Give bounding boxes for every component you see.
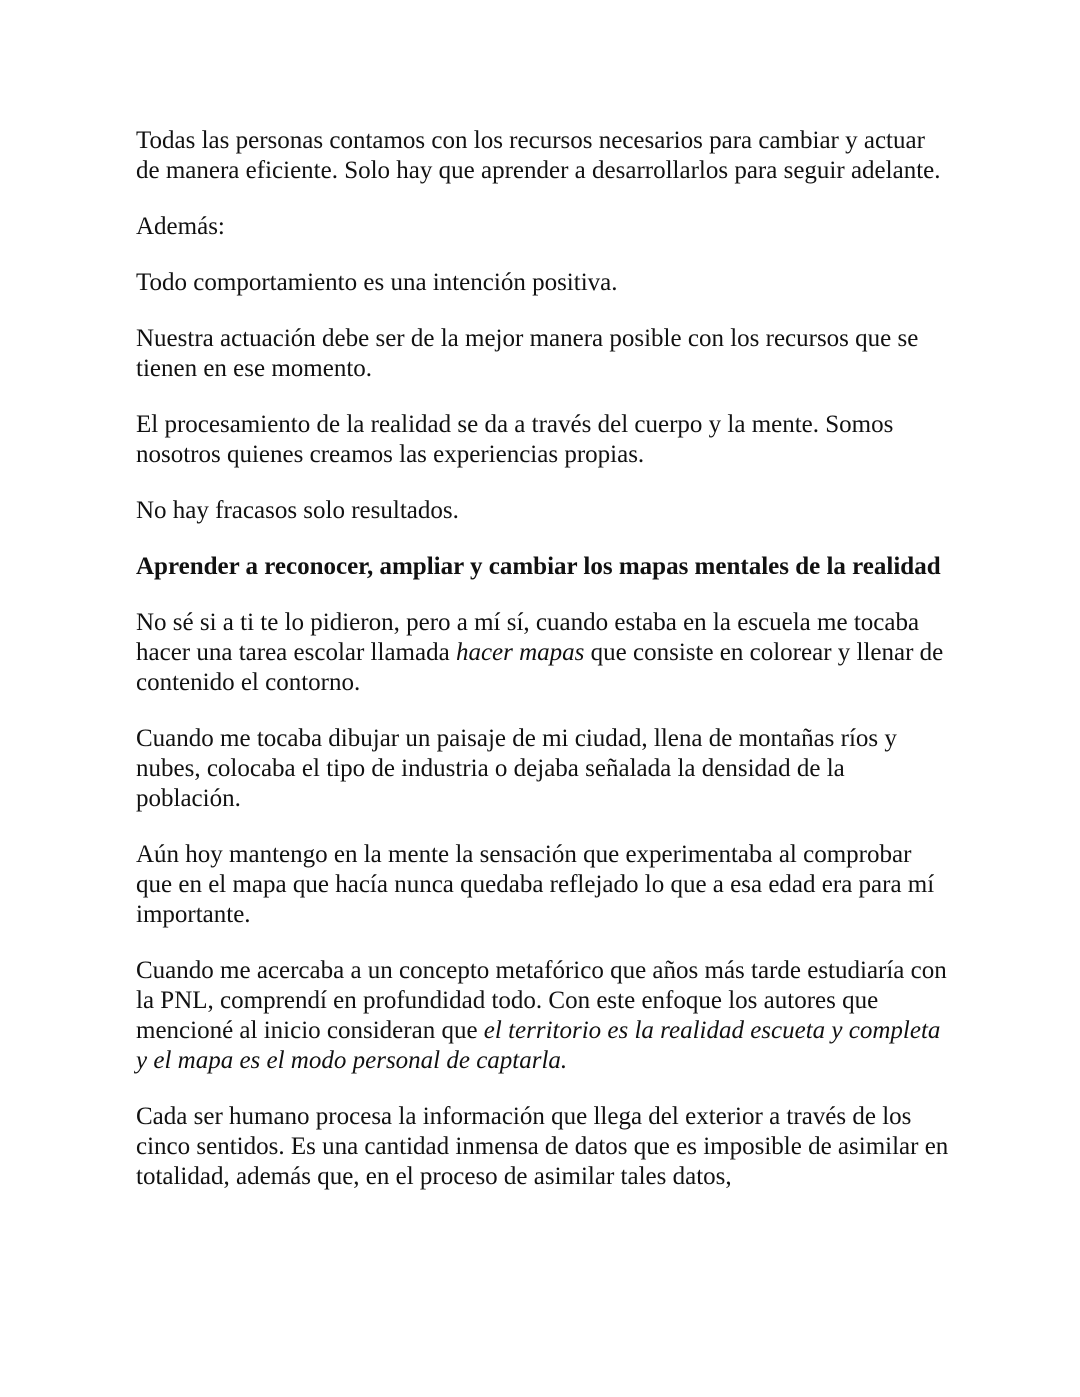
paragraph-resources: Todas las personas contamos con los recursos necesarios para cambiar y actuar de manera eficiente. Solo hay que aprender a desarrollarlos para seguir adelante. [136, 127, 941, 184]
section-heading: Aprender a reconocer, ampliar y cambiar los mapas mentales de la realidad [136, 553, 941, 580]
paragraph-school-maps-text-b: que consiste en colorear y llenar de contenido el contorno. [136, 639, 944, 696]
paragraph-territory-map-text-a: Cuando me acercaba a un concepto metafórico que años más tarde estudiaría con la PNL, comprendí en profundidad todo. Con este enfoque los autores que mencioné al inicio consideran que [136, 957, 947, 1044]
paragraph-territory-map-emphasis: el territorio es la realidad escueta y completa y el mapa es el modo personal de captarla. [136, 1017, 941, 1074]
paragraph-sensation: Aún hoy mantengo en la mente la sensación que experimentaba al comprobar que en el mapa que hacía nunca quedaba reflejado lo que a esa edad era para mí importante. [136, 841, 935, 928]
paragraph-best-actuation: Nuestra actuación debe ser de la mejor manera posible con los recursos que se tienen en ese momento. [136, 325, 919, 382]
paragraph-school-maps [136, 608, 951, 698]
document-page [136, 126, 951, 1218]
paragraph-school-maps-text-a: No sé si a ti te lo pidieron, pero a mí sí, cuando estaba en la escuela me tocaba hacer una tarea escolar llamada [136, 609, 920, 666]
paragraph-positive-intention: Todo comportamiento es una intención positiva. [136, 269, 618, 296]
paragraph-five-senses: Cada ser humano procesa la información que llega del exterior a través de los cinco sentidos. Es una cantidad inmensa de datos que es imposible de asimilar en totalidad, además que, en el proceso de asimilar tales datos, [136, 1103, 949, 1190]
paragraph-school-maps-emphasis: hacer mapas [455, 639, 585, 666]
paragraph-no-failures: No hay fracasos solo resultados. [136, 497, 459, 524]
paragraph-territory-map [136, 956, 951, 1076]
paragraph-ademas: Además: [136, 213, 225, 240]
paragraph-reality-processing: El procesamiento de la realidad se da a través del cuerpo y la mente. Somos nosotros quienes creamos las experiencias propias. [136, 411, 894, 468]
paragraph-landscape: Cuando me tocaba dibujar un paisaje de mi ciudad, llena de montañas ríos y nubes, colocaba el tipo de industria o dejaba señalada la densidad de la población. [136, 725, 897, 812]
